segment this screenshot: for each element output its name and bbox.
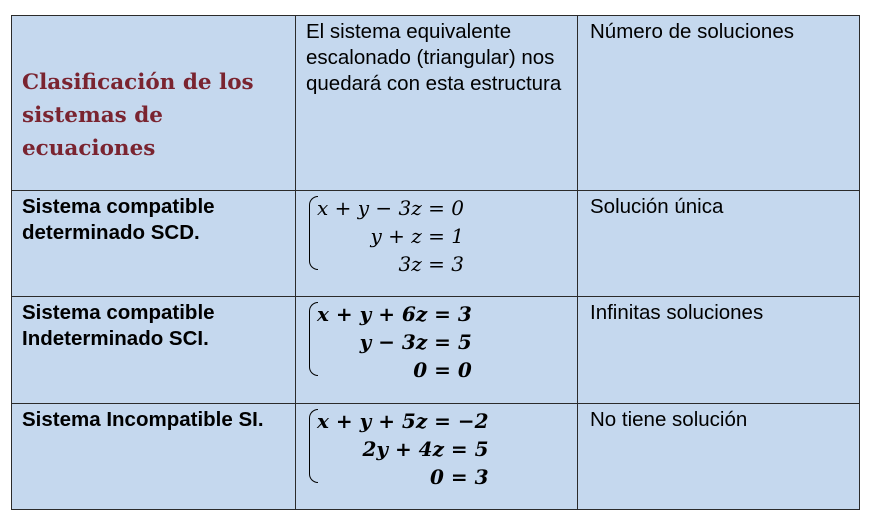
- equation: x + y − 3z = 0: [317, 196, 464, 220]
- solution-scd: Solución única: [590, 195, 724, 218]
- equation-system-sci: [295, 297, 577, 403]
- equation: y + z = 1: [370, 224, 464, 248]
- classification-table: [11, 15, 860, 510]
- equation: 3z = 3: [398, 252, 464, 276]
- equation: 0 = 3: [430, 465, 489, 489]
- equation: 2y + 4z = 5: [362, 437, 489, 461]
- column-divider: [577, 16, 578, 509]
- equation-system-scd: [295, 191, 577, 296]
- row-name-scd: Sistema compatible determinado SCD.: [22, 195, 215, 244]
- equation: x + y + 6z = 3: [317, 302, 472, 326]
- equation-system-si: [295, 404, 577, 509]
- equation: 0 = 0: [413, 358, 472, 382]
- equation: x + y + 5z = −2: [317, 409, 489, 433]
- row-name-si: Sistema Incompatible SI.: [22, 408, 264, 431]
- solution-si: No tiene solución: [590, 408, 748, 431]
- row-name-sci: Sistema compatible Indeterminado SCI.: [22, 301, 215, 350]
- header-solutions: Número de soluciones: [590, 20, 794, 43]
- equation: y − 3z = 5: [359, 330, 472, 354]
- header-structure: El sistema equivalente escalonado (triangular) nos quedará con esta estructura: [306, 20, 562, 95]
- header-classification: Clasificación de los sistemas de ecuaciones: [22, 70, 254, 161]
- solution-sci: Infinitas soluciones: [590, 301, 764, 324]
